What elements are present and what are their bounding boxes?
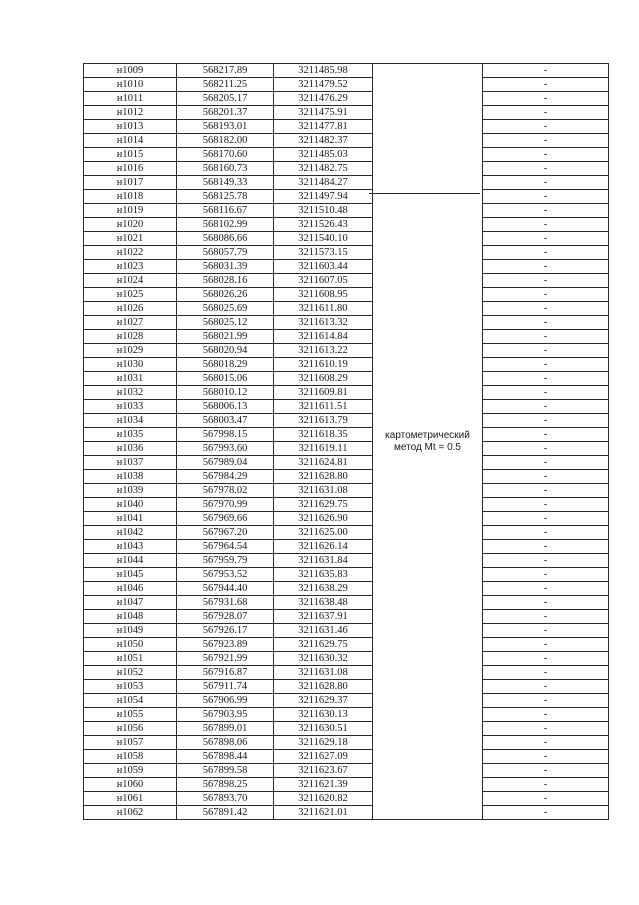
x-coordinate-cell: 567921.99 <box>177 652 274 666</box>
table-row <box>84 372 609 386</box>
dash-cell: - <box>483 722 609 736</box>
dash-cell: - <box>483 344 609 358</box>
point-name-cell: н1021 <box>84 232 177 246</box>
x-coordinate-cell: 567899.01 <box>177 722 274 736</box>
table-row <box>84 316 609 330</box>
dash-cell: - <box>483 316 609 330</box>
x-coordinate-cell: 567964.54 <box>177 540 274 554</box>
point-name-cell: н1056 <box>84 722 177 736</box>
x-coordinate-cell: 567898.06 <box>177 736 274 750</box>
dash-cell: - <box>483 638 609 652</box>
y-coordinate-cell: 3211510.48 <box>274 204 373 218</box>
dash-cell: - <box>483 456 609 470</box>
dash-cell: - <box>483 736 609 750</box>
table-row <box>84 218 609 232</box>
point-name-cell: н1024 <box>84 274 177 288</box>
dash-cell: - <box>483 512 609 526</box>
x-coordinate-cell: 568217.89 <box>177 64 274 78</box>
table-row <box>84 568 609 582</box>
y-coordinate-cell: 3211625.00 <box>274 526 373 540</box>
dash-cell: - <box>483 414 609 428</box>
table-row <box>84 680 609 694</box>
point-name-cell: н1062 <box>84 806 177 820</box>
x-coordinate-cell: 568025.12 <box>177 316 274 330</box>
point-name-cell: н1045 <box>84 568 177 582</box>
table-row <box>84 624 609 638</box>
x-coordinate-cell: 568211.25 <box>177 78 274 92</box>
point-name-cell: н1057 <box>84 736 177 750</box>
dash-cell: - <box>483 78 609 92</box>
dash-cell: - <box>483 652 609 666</box>
x-coordinate-cell: 567970.99 <box>177 498 274 512</box>
dash-cell: - <box>483 274 609 288</box>
table-row <box>84 386 609 400</box>
method-text: метод Mt = 0.5 <box>394 441 461 453</box>
dash-cell: - <box>483 92 609 106</box>
dash-cell: - <box>483 400 609 414</box>
point-name-cell: н1059 <box>84 764 177 778</box>
dash-cell: - <box>483 442 609 456</box>
x-coordinate-cell: 568170.60 <box>177 148 274 162</box>
dash-cell: - <box>483 582 609 596</box>
y-coordinate-cell: 3211497.94 <box>274 190 373 204</box>
point-name-cell: н1051 <box>84 652 177 666</box>
table-row <box>84 400 609 414</box>
table-row <box>84 106 609 120</box>
x-coordinate-cell: 568205.17 <box>177 92 274 106</box>
y-coordinate-cell: 3211610.19 <box>274 358 373 372</box>
point-name-cell: н1022 <box>84 246 177 260</box>
table-row <box>84 274 609 288</box>
x-coordinate-cell: 568021.99 <box>177 330 274 344</box>
table-row <box>84 792 609 806</box>
point-name-cell: н1023 <box>84 260 177 274</box>
table-row <box>84 498 609 512</box>
point-name-cell: н1046 <box>84 582 177 596</box>
table-row <box>84 260 609 274</box>
dash-cell: - <box>483 694 609 708</box>
point-name-cell: н1019 <box>84 204 177 218</box>
point-name-cell: н1014 <box>84 134 177 148</box>
table-row <box>84 582 609 596</box>
dash-cell: - <box>483 428 609 442</box>
table-row <box>84 92 609 106</box>
table-row <box>84 778 609 792</box>
point-name-cell: н1055 <box>84 708 177 722</box>
table-row <box>84 652 609 666</box>
y-coordinate-cell: 3211485.98 <box>274 64 373 78</box>
table-row <box>84 358 609 372</box>
dash-cell: - <box>483 204 609 218</box>
point-name-cell: н1042 <box>84 526 177 540</box>
y-coordinate-cell: 3211608.29 <box>274 372 373 386</box>
y-coordinate-cell: 3211629.37 <box>274 694 373 708</box>
point-name-cell: н1020 <box>84 218 177 232</box>
x-coordinate-cell: 567923.89 <box>177 638 274 652</box>
point-name-cell: н1032 <box>84 386 177 400</box>
y-coordinate-cell: 3211573.15 <box>274 246 373 260</box>
y-coordinate-cell: 3211526.43 <box>274 218 373 232</box>
table-row <box>84 232 609 246</box>
dash-cell: - <box>483 764 609 778</box>
table-row <box>84 456 609 470</box>
x-coordinate-cell: 567993.60 <box>177 442 274 456</box>
y-coordinate-cell: 3211630.13 <box>274 708 373 722</box>
dash-cell: - <box>483 554 609 568</box>
table-row <box>84 526 609 540</box>
point-name-cell: н1044 <box>84 554 177 568</box>
table-row <box>84 414 609 428</box>
x-coordinate-cell: 568102.99 <box>177 218 274 232</box>
x-coordinate-cell: 567893.70 <box>177 792 274 806</box>
point-name-cell: н1048 <box>84 610 177 624</box>
point-name-cell: н1028 <box>84 330 177 344</box>
x-coordinate-cell: 567916.87 <box>177 666 274 680</box>
dash-cell: - <box>483 358 609 372</box>
dash-cell: - <box>483 302 609 316</box>
table-row <box>84 344 609 358</box>
point-name-cell: н1027 <box>84 316 177 330</box>
point-name-cell: н1025 <box>84 288 177 302</box>
x-coordinate-cell: 567898.44 <box>177 750 274 764</box>
y-coordinate-cell: 3211476.29 <box>274 92 373 106</box>
x-coordinate-cell: 568015.06 <box>177 372 274 386</box>
y-coordinate-cell: 3211621.39 <box>274 778 373 792</box>
coordinates-table-body <box>84 64 609 820</box>
x-coordinate-cell: 568025.69 <box>177 302 274 316</box>
table-row <box>84 666 609 680</box>
point-name-cell: н1039 <box>84 484 177 498</box>
dash-cell: - <box>483 666 609 680</box>
x-coordinate-cell: 567906.99 <box>177 694 274 708</box>
y-coordinate-cell: 3211482.75 <box>274 162 373 176</box>
point-name-cell: н1061 <box>84 792 177 806</box>
x-coordinate-cell: 568003.47 <box>177 414 274 428</box>
x-coordinate-cell: 567903.95 <box>177 708 274 722</box>
dash-cell: - <box>483 470 609 484</box>
table-row <box>84 288 609 302</box>
point-name-cell: н1049 <box>84 624 177 638</box>
y-coordinate-cell: 3211619.11 <box>274 442 373 456</box>
coordinates-table <box>83 63 609 820</box>
y-coordinate-cell: 3211477.81 <box>274 120 373 134</box>
x-coordinate-cell: 568182.00 <box>177 134 274 148</box>
y-coordinate-cell: 3211485.03 <box>274 148 373 162</box>
x-coordinate-cell: 568028.16 <box>177 274 274 288</box>
y-coordinate-cell: 3211637.91 <box>274 610 373 624</box>
table-row <box>84 736 609 750</box>
x-coordinate-cell: 568086.66 <box>177 232 274 246</box>
x-coordinate-cell: 567959.79 <box>177 554 274 568</box>
y-coordinate-cell: 3211638.48 <box>274 596 373 610</box>
x-coordinate-cell: 567944.40 <box>177 582 274 596</box>
table-row <box>84 330 609 344</box>
y-coordinate-cell: 3211609.81 <box>274 386 373 400</box>
x-coordinate-cell: 567911.74 <box>177 680 274 694</box>
x-coordinate-cell: 567989.04 <box>177 456 274 470</box>
dash-cell: - <box>483 288 609 302</box>
y-coordinate-cell: 3211631.08 <box>274 666 373 680</box>
y-coordinate-cell: 3211628.80 <box>274 680 373 694</box>
dash-cell: - <box>483 372 609 386</box>
dash-cell: - <box>483 708 609 722</box>
x-coordinate-cell: 568160.73 <box>177 162 274 176</box>
dash-cell: - <box>483 64 609 78</box>
table-row <box>84 484 609 498</box>
y-coordinate-cell: 3211620.82 <box>274 792 373 806</box>
point-name-cell: н1041 <box>84 512 177 526</box>
table-row <box>84 246 609 260</box>
y-coordinate-cell: 3211611.51 <box>274 400 373 414</box>
point-name-cell: н1053 <box>84 680 177 694</box>
x-coordinate-cell: 568201.37 <box>177 106 274 120</box>
dash-cell: - <box>483 106 609 120</box>
y-coordinate-cell: 3211624.81 <box>274 456 373 470</box>
table-row <box>84 806 609 820</box>
x-coordinate-cell: 568031.39 <box>177 260 274 274</box>
x-coordinate-cell: 568149.33 <box>177 176 274 190</box>
dash-cell: - <box>483 778 609 792</box>
point-name-cell: н1029 <box>84 344 177 358</box>
y-coordinate-cell: 3211613.32 <box>274 316 373 330</box>
point-name-cell: н1031 <box>84 372 177 386</box>
y-coordinate-cell: 3211482.37 <box>274 134 373 148</box>
table-row <box>84 442 609 456</box>
y-coordinate-cell: 3211631.08 <box>274 484 373 498</box>
dash-cell: - <box>483 624 609 638</box>
x-coordinate-cell: 567899.58 <box>177 764 274 778</box>
y-coordinate-cell: 3211630.32 <box>274 652 373 666</box>
y-coordinate-cell: 3211607.05 <box>274 274 373 288</box>
x-coordinate-cell: 568010.12 <box>177 386 274 400</box>
x-coordinate-cell: 567928.07 <box>177 610 274 624</box>
x-coordinate-cell: 568006.13 <box>177 400 274 414</box>
dash-cell: - <box>483 330 609 344</box>
table-row <box>84 162 609 176</box>
table-row <box>84 764 609 778</box>
point-name-cell: н1052 <box>84 666 177 680</box>
y-coordinate-cell: 3211484.27 <box>274 176 373 190</box>
dash-cell: - <box>483 134 609 148</box>
point-name-cell: н1054 <box>84 694 177 708</box>
x-coordinate-cell: 567969.66 <box>177 512 274 526</box>
y-coordinate-cell: 3211475.91 <box>274 106 373 120</box>
point-name-cell: н1038 <box>84 470 177 484</box>
y-coordinate-cell: 3211618.35 <box>274 428 373 442</box>
table-row <box>84 148 609 162</box>
y-coordinate-cell: 3211626.90 <box>274 512 373 526</box>
dash-cell: - <box>483 218 609 232</box>
method-cell <box>373 64 483 820</box>
point-name-cell: н1013 <box>84 120 177 134</box>
dash-cell: - <box>483 120 609 134</box>
point-name-cell: н1026 <box>84 302 177 316</box>
y-coordinate-cell: 3211614.84 <box>274 330 373 344</box>
dash-cell: - <box>483 498 609 512</box>
dash-cell: - <box>483 386 609 400</box>
table-row <box>84 708 609 722</box>
y-coordinate-cell: 3211623.67 <box>274 764 373 778</box>
table-row <box>84 596 609 610</box>
dash-cell: - <box>483 190 609 204</box>
dash-cell: - <box>483 176 609 190</box>
table-row <box>84 190 609 204</box>
point-name-cell: н1047 <box>84 596 177 610</box>
point-name-cell: н1043 <box>84 540 177 554</box>
y-coordinate-cell: 3211631.84 <box>274 554 373 568</box>
point-name-cell: н1009 <box>84 64 177 78</box>
table-row <box>84 512 609 526</box>
table-row <box>84 694 609 708</box>
table-row <box>84 204 609 218</box>
y-coordinate-cell: 3211635.83 <box>274 568 373 582</box>
table-row <box>84 64 609 78</box>
point-name-cell: н1016 <box>84 162 177 176</box>
y-coordinate-cell: 3211626.14 <box>274 540 373 554</box>
x-coordinate-cell: 568193.01 <box>177 120 274 134</box>
y-coordinate-cell: 3211629.18 <box>274 736 373 750</box>
x-coordinate-cell: 568116.67 <box>177 204 274 218</box>
x-coordinate-cell: 568125.78 <box>177 190 274 204</box>
table-row <box>84 134 609 148</box>
dash-cell: - <box>483 484 609 498</box>
y-coordinate-cell: 3211479.52 <box>274 78 373 92</box>
dash-cell: - <box>483 568 609 582</box>
x-coordinate-cell: 568018.29 <box>177 358 274 372</box>
method-text: картометрический <box>385 429 470 441</box>
y-coordinate-cell: 3211613.79 <box>274 414 373 428</box>
x-coordinate-cell: 567931.68 <box>177 596 274 610</box>
table-row <box>84 638 609 652</box>
x-coordinate-cell: 567953.52 <box>177 568 274 582</box>
point-name-cell: н1050 <box>84 638 177 652</box>
y-coordinate-cell: 3211611.80 <box>274 302 373 316</box>
table-row <box>84 610 609 624</box>
table-row <box>84 470 609 484</box>
y-coordinate-cell: 3211629.75 <box>274 498 373 512</box>
x-coordinate-cell: 568026.26 <box>177 288 274 302</box>
point-name-cell: н1036 <box>84 442 177 456</box>
x-coordinate-cell: 567891.42 <box>177 806 274 820</box>
point-name-cell: н1040 <box>84 498 177 512</box>
point-name-cell: н1060 <box>84 778 177 792</box>
dash-cell: - <box>483 526 609 540</box>
table-row <box>84 78 609 92</box>
point-name-cell: н1010 <box>84 78 177 92</box>
point-name-cell: н1034 <box>84 414 177 428</box>
dash-cell: - <box>483 596 609 610</box>
point-name-cell: н1030 <box>84 358 177 372</box>
table-row <box>84 722 609 736</box>
point-name-cell: н1058 <box>84 750 177 764</box>
dash-cell: - <box>483 792 609 806</box>
y-coordinate-cell: 3211627.09 <box>274 750 373 764</box>
table-row <box>84 554 609 568</box>
dash-cell: - <box>483 540 609 554</box>
x-coordinate-cell: 567978.02 <box>177 484 274 498</box>
y-coordinate-cell: 3211629.75 <box>274 638 373 652</box>
point-name-cell: н1037 <box>84 456 177 470</box>
y-coordinate-cell: 3211638.29 <box>274 582 373 596</box>
dash-cell: - <box>483 260 609 274</box>
x-coordinate-cell: 567898.25 <box>177 778 274 792</box>
point-name-cell: н1035 <box>84 428 177 442</box>
y-coordinate-cell: 3211603.44 <box>274 260 373 274</box>
point-name-cell: н1033 <box>84 400 177 414</box>
y-coordinate-cell: 3211613.22 <box>274 344 373 358</box>
point-name-cell: н1018 <box>84 190 177 204</box>
point-name-cell: н1011 <box>84 92 177 106</box>
table-row <box>84 750 609 764</box>
y-coordinate-cell: 3211630.51 <box>274 722 373 736</box>
table-row <box>84 428 609 442</box>
point-name-cell: н1012 <box>84 106 177 120</box>
dash-cell: - <box>483 610 609 624</box>
dash-cell: - <box>483 246 609 260</box>
x-coordinate-cell: 567967.20 <box>177 526 274 540</box>
x-coordinate-cell: 568020.94 <box>177 344 274 358</box>
y-coordinate-cell: 3211540.10 <box>274 232 373 246</box>
x-coordinate-cell: 567998.15 <box>177 428 274 442</box>
dash-cell: - <box>483 680 609 694</box>
x-coordinate-cell: 568057.79 <box>177 246 274 260</box>
dash-cell: - <box>483 232 609 246</box>
table-row <box>84 540 609 554</box>
point-name-cell: н1015 <box>84 148 177 162</box>
dash-cell: - <box>483 750 609 764</box>
method-column-divider <box>369 193 480 194</box>
y-coordinate-cell: 3211631.46 <box>274 624 373 638</box>
x-coordinate-cell: 567926.17 <box>177 624 274 638</box>
dash-cell: - <box>483 806 609 820</box>
y-coordinate-cell: 3211608.95 <box>274 288 373 302</box>
dash-cell: - <box>483 148 609 162</box>
point-name-cell: н1017 <box>84 176 177 190</box>
y-coordinate-cell: 3211628.80 <box>274 470 373 484</box>
table-row <box>84 120 609 134</box>
y-coordinate-cell: 3211621.01 <box>274 806 373 820</box>
dash-cell: - <box>483 162 609 176</box>
x-coordinate-cell: 567984.29 <box>177 470 274 484</box>
table-row <box>84 302 609 316</box>
table-row <box>84 176 609 190</box>
